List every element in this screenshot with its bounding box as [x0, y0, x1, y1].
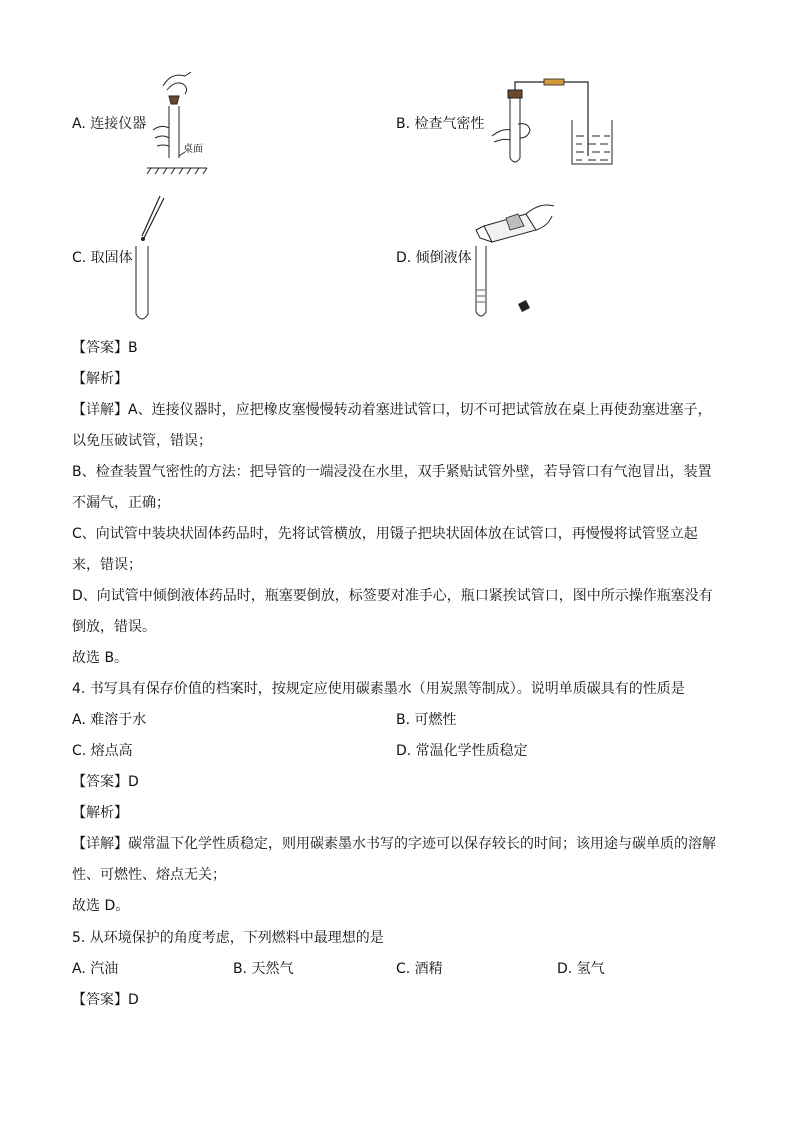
- q3-answer: 【答案】B: [72, 340, 138, 356]
- q3-option-d: D. 倾倒液体: [396, 250, 472, 266]
- q5-option-b: B. 天然气: [233, 961, 294, 977]
- q3-detail-line-4: 不漏气，正确；: [72, 495, 170, 511]
- q4-option-a: A. 难溶于水: [72, 712, 147, 728]
- table-label: 桌面: [183, 144, 203, 155]
- q3-detail-line-6: 来，错误；: [72, 557, 142, 573]
- take-solid-figure: [126, 192, 166, 324]
- q4-detail-line-1: 【详解】碳常温下化学性质稳定，则用碳素墨水书写的字迹可以保存较长的时间；该用途与碳单质的溶解: [72, 836, 716, 852]
- q5-question: 5. 从环境保护的角度考虑，下列燃料中最理想的是: [72, 930, 384, 946]
- q4-question: 4. 书写具有保存价值的档案时，按规定应使用碳素墨水（用炭黑等制成）。说明单质碳具有的性质是: [72, 681, 685, 697]
- q4-analysis-heading: 【解析】: [72, 805, 128, 821]
- q4-answer: 【答案】D: [72, 774, 139, 790]
- q5-option-d: D. 氢气: [557, 961, 605, 977]
- q5-option-c: C. 酒精: [396, 961, 443, 977]
- q4-conclusion: 故选 D。: [72, 898, 130, 914]
- connect-apparatus-figure: [145, 68, 215, 178]
- q3-detail-line-1: 【详解】A、连接仪器时，应把橡皮塞慢慢转动着塞进试管口，切不可把试管放在桌上再使劲塞进塞子，: [72, 402, 712, 418]
- q3-analysis-heading: 【解析】: [72, 371, 128, 387]
- q4-option-c: C. 熔点高: [72, 743, 133, 759]
- q3-conclusion: 故选 B。: [72, 650, 129, 666]
- q4-option-b: B. 可燃性: [396, 712, 457, 728]
- q3-option-a: A. 连接仪器: [72, 116, 147, 132]
- q4-detail-line-2: 性、可燃性、熔点无关；: [72, 867, 226, 883]
- q3-detail-line-2: 以免压破试管，错误；: [72, 433, 212, 449]
- q4-option-d: D. 常温化学性质稳定: [396, 743, 528, 759]
- q3-option-c: C. 取固体: [72, 250, 133, 266]
- pour-liquid-figure: [466, 196, 562, 324]
- q3-option-b: B. 检查气密性: [396, 116, 485, 132]
- q5-answer: 【答案】D: [72, 992, 139, 1008]
- q3-detail-line-3: B、检查装置气密性的方法：把导管的一端浸没在水里，双手紧贴试管外壁，若导管口有气泡冒出，装置: [72, 464, 712, 480]
- q5-option-a: A. 汽油: [72, 961, 119, 977]
- airtightness-check-figure: [488, 76, 618, 168]
- q3-detail-line-7: D、向试管中倾倒液体药品时，瓶塞要倒放，标签要对准手心，瓶口紧挨试管口，图中所示操作瓶塞没有: [72, 588, 713, 604]
- q3-detail-line-5: C、向试管中装块状固体药品时，先将试管横放，用镊子把块状固体放在试管口，再慢慢将试管竖立起: [72, 526, 698, 542]
- q3-detail-line-8: 倒放，错误。: [72, 619, 156, 635]
